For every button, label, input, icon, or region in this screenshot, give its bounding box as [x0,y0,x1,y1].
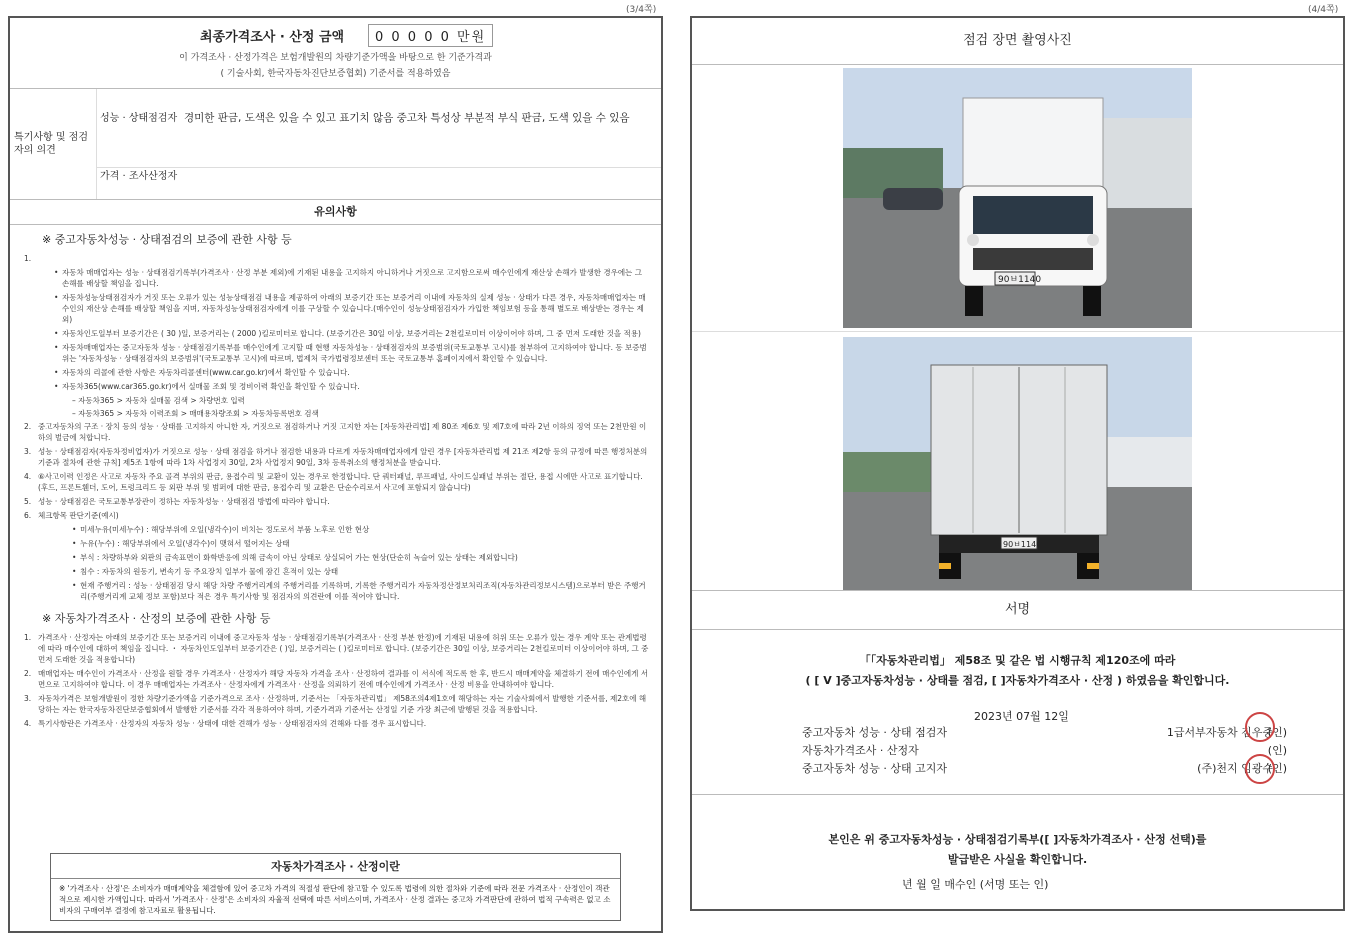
final-price-note1: 이 가격조사 · 산정가격은 보험개발원의 차량기준가액을 바탕으로 한 기준가격과 [179,53,492,63]
list-item: • 누유(누수) : 해당부위에서 오일(냉각수)이 맺혀서 떨어지는 상태 [80,538,651,549]
inspector-label: 중고자동차 성능 · 상태 점검자 [802,726,947,739]
photos-section [692,65,1343,591]
list-item: • 자동차의 리콜에 관한 사항은 자동차리콜센터(www.car.go.kr)에서 확인할 수 있습니다. [62,367,651,378]
seal-mark: (인) [1267,726,1287,739]
perf-inspector-opinion: 경미한 판금, 도색은 있을 수 있고 표기치 않음 중고차 특성상 부분적 부식 판금, 도색 있을 수 있음 [184,112,630,124]
definition-title: 자동차가격조사 · 산정이란 [51,854,620,879]
list-item: • 미세누유(미세누수) : 해당부위에 오일(냉각수)이 비치는 정도로서 부품 노후로 인한 현상 [80,524,651,535]
list-item: 가격조사 · 산정자는 아래의 보증기간 또는 보증거리 이내에 중고자동차 성능 · 상태점검기록부(가격조사 · 산정 부분 한정)에 기재된 내용에 허위 또는 오류가 있는 경우 계약 또는 관계법령에 따라 매수인에 대하여 책임을 집니다. ・ 자동차인도일부터 보증기간은 ( )일, 보증거리는 ( )킬로미터로 합니다. (보증기간은 30일 이상, 보증거리는 2천킬로미터 이상이어야 하며, 그 중 먼저 도래한 것을 적용합니다) [38,633,649,664]
definition-body: ※ '가격조사 · 산정'은 소비자가 매매계약을 체결함에 있어 중고차 가격의 적절성 판단에 참고할 수 있도록 법령에 의한 절차와 기준에 따라 전문 가격조사 · 산정인이 객관적으로 제시한 가액입니다. 따라서 '가격조사 · 산정'은 소비자의 자율적 선택에 따른 서비스이며, 가격조사 · 산정 결과는 중고차 가격판단에 관하여 법적 구속력은 없고 소비자의 구매여부 결정에 참고자료로 활용됩니다. [59,884,611,915]
page-3 [8,16,663,933]
notice-sec1-title: ※ 중고자동차성능 · 상태점검의 보증에 관한 사항 등 [42,233,292,246]
list-item: 성능 · 상태점검은 국토교통부장관이 정하는 자동차성능 · 상태점검 방법에 따라야 합니다. [38,497,330,506]
front-plate-text: 90ㅂ1140 [998,275,1042,285]
notifier-label: 중고자동차 성능 · 상태 고지자 [802,762,947,775]
truck-front-photo [843,68,1192,328]
list-item: 특기사항란은 가격조사 · 산정자의 자동차 성능 · 상태에 대한 견해가 성능 · 상태점검자의 견해와 다를 경우 표시합니다. [38,719,427,728]
price-inspector-label: 가격 · 조사산정자 [100,171,178,182]
inspector-name: 1급서부자동차 김우중 [1166,726,1273,739]
list-item: 체크항목 판단기준(예시) [38,511,119,520]
red-seal-icon [1245,754,1275,784]
final-price-amount: 0 0 0 0 0 만원 [368,24,493,47]
notice-body: ※ 중고자동차성능 · 상태점검의 보증에 관한 사항 등 1. • 자동차 매매업자는 성능 · 상태점검기록부(가격조사 · 산정 부분 제외)에 기재된 내용을 고지하지 아니하거나 거짓으로 고지함으로써 매수인에게 재산상 손해가 발생한 경우에는 그 손해를 배상할 책임을 집니다. • 자동차성능상태점검자가 거짓 또는 오류가 있는 성능상태점검 내용을 제공하여 아래의 보증기간 또는 보증거리 이내에 자동차의 실제 성능 · 상태가 다른 경우, 자동차매매업자는 매수인의 재산상 손해를 배상할 책임을 지며, 자동차성능상태점검자에게 이를 구상할 수 있습니다.(매수인이 성능상태점검자가 가입한 책임보험 등을 통해 별도로 배상받는 경우는 제외) • 자동차인도일부터 보증기간은 ( 30 )일, 보증거리는 ( 2000 )킬로미터로 합니다. (보증기간은 30일 이상, 보증거리는 2천킬로미터 이상이어야 하며, 그 중 먼저 도래한 것을 적용) • 자동차매매업자는 중고자동차 성능 · 상태점검기록부를 매수인에게 고지할 때 현행 자동차성능 · 상태점검자의 보증범위(국토교통부 고시)를 첨부하여 고지하여야 합니다. 동 보증범위는 '자동차성능 · 상태점검자의 보증범위'(국토교통부 고시)에 따르며, 법제처 국가법령정보센터 또는 국토교통부 홈페이지에서 확인할 수 있습니다. • 자동차의 리콜에 관한 사항은 자동차리콜센터(www.car.go.kr)에서 확인할 수 있습니다. • 자동차365(www.car365.go.kr)에서 실매물 조회 및 정비이력 확인을 확인할 수 있습니다. – 자동차365 > 자동차 실매물 검색 > 차량번호 입력 – 자동차365 > 자동차 이력조회 > 매매용차량조회 > 자동차등록번호 검색 2. 중고자동차의 구조 · 장치 등의 성능 · 상태를 고지하지 아니한 자, 거짓으로 점검하거나 거짓 고지한 자는 [자동차관리법] 제 80조 제6호 및 제7호에 따라 2년 이하의 징역 또는 2천만원 이하의 벌금에 처합니다. 3. 성능 · 상태점검자(자동차정비업자)가 거짓으로 성능 · 상태 점검을 하거나 점검한 내용과 다르게 자동차매매업자에게 알린 경우 [자동차관리법 제 21조 제2항 등의 규정에 따른 행정처분의 기준과 절차에 관한 규칙] 제5조 1항에 따라 1차 사업정지 30일, 2차 사업정지 90일, 3차 등록취소의 행정처분을 받습니다. 4. ⑥사고이력 인정은 사고로 자동차 주요 골격 부위의 판금, 용접수리 및 교환이 있는 경우로 한정합니다. 단 쿼터패널, 루프패널, 사이드실패널 부위는 절단, 용접 시에만 사고로 표기합니다. (후드, 프론트휀더, 도어, 트렁크리드 등 외판 부위 및 범퍼에 대한 판금, 용접수리 및 교환은 단순수리로서 사고에 포함되지 않습니다) 5. 성능 · 상태점검은 국토교통부장관이 정하는 자동차성능 · 상태점검 방법에 따라야 합니다. 6. 체크항목 판단기준(예시) • 미세누유(미세누수) : 해당부위에 오일(냉각수)이 비치는 정도로서 부품 노후로 인한 현상 • 누유(누수) : 해당부위에서 오일(냉각수)이 맺혀서 떨어지는 상태 • 부식 : 차량하부와 외판의 금속표면이 화학반응에 의해 금속이 아닌 상태로 상실되어 가는 현상(단순히 녹슬어 있는 상태는 제외합니다) • 침수 : 자동차의 원동기, 변속기 등 주요장치 일부가 물에 잠긴 흔적이 있는 상태 • 현재 주행거리 : 성능 · 상태점검 당시 해당 차량 주행거리계의 주행거리를 기록하며, 기록한 주행거리가 자동차정산정보처리조직(자동차관리정보시스템)으로부터 받은 주행거리(주행거리계 교체 정보 포함)보다 적은 경우 특기사항 및 점검자의 의견란에 이를 적어야 합니다. ※ 자동차가격조사 · 산정의 보증에 관한 사항 등 1. 가격조사 · 산정자는 아래의 보증기간 또는 보증거리 이내에 중고자동차 성능 · 상태점검기록부(가격조사 · 산정 부분 한정)에 기재된 내용에 허위 또는 오류가 있는 경우 계약 또는 관계법령에 따라 매수인에 대하여 책임을 집니다. ・ 자동차인도일부터 보증기간은 ( )일, 보증거리는 ( )킬로미터로 합니다. (보증기간은 30일 이상, 보증거리는 2천킬로미터 이상이어야 하며, 그 중 먼저 도래한 것을 적용합니다) 2. 매매업자는 매수인이 가격조사 · 산정을 원할 경우 가격조사 · 산정자가 해당 자동차 가격을 조사 · 산정하여 결과를 이 서식에 적도록 한 후, 반드시 매매계약을 체결하기 전에 매수인에게 서면으로 고지하여야 합니다. 이 경우 매매업자는 가격조사 · 산정자에게 가격조사 · 산정을 의뢰하기 전에 매수인에게 가격조사 · 산정 비용을 안내하여야 합니다. 3. 자동차가격은 보험개발원이 정한 차량기준가액을 기준가격으로 조사 · 산정하며, 기준서는 「자동차관리법」 제58조의4제1호에 해당하는 자는 기술사회에서 발행한 기준서를, 제2호에 해당하는 자는 한국자동차진단보증협회에서 발행한 기준서를 각각 적용하여야 하며, 기준가격과 기준서는 산정일 기준 가장 최근에 발행된 것을 적용합니다. 4. 특기사항란은 가격조사 · 산정자의 자동차 성능 · 상태에 대한 견해가 성능 · 상태점검자의 견해와 다를 경우 표시합니다. [10,231,661,729]
item-number: 1. [24,254,32,263]
final-price-title: 최종가격조사 · 산정 금액 [200,30,345,45]
truck-rear-photo [843,337,1192,590]
law-confirmation: ( [ V ]중고자동차성능 · 상태를 점검, [ ]자동차가격조사 · 산정 ) 하였음을 확인합니다. [805,674,1230,687]
list-item: • 자동차성능상태점검자가 거짓 또는 오류가 있는 성능상태점검 내용을 제공하여 아래의 보증기간 또는 보증거리 이내에 자동차의 실제 성능 · 상태가 다른 경우, 자동차매매업자는 매수인의 재산상 손해를 배상할 책임을 지며, 자동차성능상태점검자에게 이를 구상할 수 있습니다.(매수인이 성능상태점검자가 가입한 책임보험 등을 통해 별도로 배상받는 경우는 제외) [62,292,651,325]
signature-section [692,630,1343,795]
sign-date: 2023년 07월 12일 [974,710,1069,723]
notice-sec2-title: ※ 자동차가격조사 · 산정의 보증에 관한 사항 등 [42,612,271,625]
list-item: 중고자동차의 구조 · 장치 등의 성능 · 상태를 고지하지 아니한 자, 거짓으로 점검하거나 거짓 고지한 자는 [자동차관리법] 제 80조 제6호 및 제7호에 따라 2년 이하의 징역 또는 2천만원 이하의 벌금에 처합니다. [38,422,647,442]
list-item: • 자동차 매매업자는 성능 · 상태점검기록부(가격조사 · 산정 부분 제외)에 기재된 내용을 고지하지 아니하거나 거짓으로 고지함으로써 매수인에게 재산상 손해가 발생한 경우에는 그 손해를 배상할 책임을 집니다. [62,267,651,289]
list-item: 자동차가격은 보험개발원이 정한 차량기준가액을 기준가격으로 조사 · 산정하며, 기준서는 「자동차관리법」 제58조의4제1호에 해당하는 자는 기술사회에서 발행한 기준서를, 제2호에 해당하는 자는 한국자동차진단보증협회에서 발행한 기준서를 각각 적용하여야 하며, 기준가격과 기준서는 산정일 기준 가장 최근에 발행된 것을 적용합니다. [38,694,647,714]
page-number-right: (4/4쪽) [1308,5,1339,15]
appraiser-label: 자동차가격조사 · 산정자 [802,744,919,757]
list-subitem: – 자동차365 > 자동차 실매물 검색 > 차량번호 입력 [72,396,245,405]
list-item: • 현재 주행거리 : 성능 · 상태점검 당시 해당 차량 주행거리계의 주행거리를 기록하며, 기록한 주행거리가 자동차정산정보처리조직(자동차관리정보시스템)으로부터 받은 주행거리(주행거리계 교체 정보 포함)보다 적은 경우 특기사항 및 점검자의 의견란에 이를 적어야 합니다. [80,580,651,602]
list-subitem: – 자동차365 > 자동차 이력조회 > 매매용차량조회 > 자동차등록번호 검색 [72,409,319,418]
list-item: • 부식 : 차량하부와 외판의 금속표면이 화학반응에 의해 금속이 아닌 상태로 상실되어 가는 현상(단순히 녹슬어 있는 상태는 제외합니다) [80,552,651,563]
list-item: • 침수 : 자동차의 원동기, 변속기 등 주요장치 일부가 물에 잠긴 흔적이 있는 상태 [80,566,651,577]
perf-inspector-label: 성능 · 상태점검자 [100,113,178,124]
page-number-left: (3/4쪽) [626,5,657,15]
buyer-confirm-2: 발급받은 사실을 확인합니다. [947,853,1088,866]
buyer-confirm-1: 본인은 위 중고자동차성능 · 상태점검기록부([ ]자동차가격조사 · 산정 선택)를 [828,833,1207,846]
opinion-label: 특기사항 및 점검자의 의견 [14,132,88,156]
final-price-note2: ( 기술사회, 한국자동차진단보증협회) 기준서를 적용하였음 [220,69,451,79]
notifier-name: (주)천지 임광수 [1197,762,1273,775]
page-4 [690,16,1345,911]
notice-title: 유의사항 [10,200,661,225]
seal-mark: (인) [1267,744,1287,757]
photos-title: 점검 장면 촬영사진 [692,18,1343,65]
list-item: • 자동차인도일부터 보증기간은 ( 30 )일, 보증거리는 ( 2000 )킬로미터로 합니다. (보증기간은 30일 이상, 보증거리는 2천킬로미터 이상이어야 하며, 그 중 먼저 도래한 것을 적용) [62,328,651,339]
red-seal-icon [1245,712,1275,742]
rear-plate-text: 90ㅂ1140 [1003,540,1042,549]
opinion-section [10,89,661,200]
list-item: ⑥사고이력 인정은 사고로 자동차 주요 골격 부위의 판금, 용접수리 및 교환이 있는 경우로 한정합니다. 단 쿼터패널, 루프패널, 사이드실패널 부위는 절단, 용접 시에만 사고로 표기합니다. (후드, 프론트휀더, 도어, 트렁크리드 등 외판 부위 및 범퍼에 대한 판금, 용접수리 및 교환은 단순수리로서 사고에 포함되지 않습니다) [38,472,643,492]
final-price-header [10,18,661,89]
law-statement: 「「자동차관리법」 제58조 및 같은 법 시행규칙 제120조에 따라 [859,654,1176,667]
list-item: • 자동차365(www.car365.go.kr)에서 실매물 조회 및 정비이력 확인을 확인할 수 있습니다. [62,381,651,392]
signature-title: 서명 [692,591,1343,630]
seal-mark: (인) [1267,762,1287,775]
list-item: 성능 · 상태점검자(자동차정비업자)가 거짓으로 성능 · 상태 점검을 하거나 점검한 내용과 다르게 자동차매매업자에게 알린 경우 [자동차관리법 제 21조 제2항 등의 규정에 따른 행정처분의 기준과 절차에 관한 규칙] 제5조 1항에 따라 1차 사업정지 30일, 2차 사업정지 90일, 3차 등록취소의 행정처분을 받습니다. [38,447,648,467]
list-item: • 자동차매매업자는 중고자동차 성능 · 상태점검기록부를 매수인에게 고지할 때 현행 자동차성능 · 상태점검자의 보증범위(국토교통부 고시)를 첨부하여 고지하여야 합니다. 동 보증범위는 '자동차성능 · 상태점검자의 보증범위'(국토교통부 고시)에 따르며, 법제처 국가법령정보센터 또는 국토교통부 홈페이지에서 확인할 수 있습니다. [62,342,651,364]
list-item: 매매업자는 매수인이 가격조사 · 산정을 원할 경우 가격조사 · 산정자가 해당 자동차 가격을 조사 · 산정하여 결과를 이 서식에 적도록 한 후, 반드시 매매계약을 체결하기 전에 매수인에게 서면으로 고지하여야 합니다. 이 경우 매매업자는 가격조사 · 산정자에게 가격조사 · 산정을 의뢰하기 전에 매수인에게 가격조사 · 산정 비용을 안내하여야 합니다. [38,669,649,689]
definition-box [50,853,621,921]
buyer-sign-line: 년 월 일 매수인 (서명 또는 인) [902,878,1049,891]
